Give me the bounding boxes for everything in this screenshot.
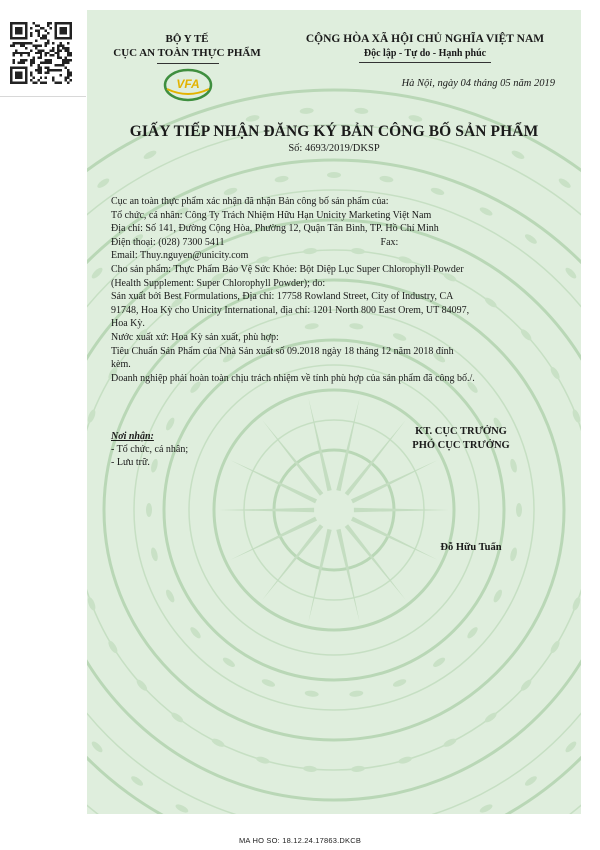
recipient-item: - Tổ chức, cá nhân;	[111, 444, 189, 455]
standard-line-2: kèm.	[111, 359, 131, 371]
phone-value: Điện thoại: (028) 7300 5411	[111, 236, 225, 248]
product-line-1: Cho sản phẩm: Thực Phẩm Bảo Vệ Sức Khỏe: Bột Diệp Lục Super Chlorophyll Powder	[111, 263, 464, 275]
vfa-logo	[163, 65, 213, 103]
motto-underline	[359, 62, 491, 63]
product-line-2: (Health Supplement: Super Chlorophyll Powder); do:	[111, 277, 326, 289]
left-margin-rule	[0, 96, 86, 97]
manufacturer-line-3: Hoa Kỳ.	[111, 318, 145, 330]
issuing-authority	[97, 32, 277, 60]
address-line: Địa chỉ: Số 141, Đường Cộng Hòa, Phường 12, Quận Tân Bình, TP. Hồ Chí Minh	[111, 223, 439, 235]
fax-label: Fax:	[380, 236, 399, 248]
authority-underline	[157, 63, 219, 64]
contact-line	[111, 236, 566, 250]
document-title: GIẤY TIẾP NHẬN ĐĂNG KÝ BẢN CÔNG BỐ SẢN PHẨM	[129, 123, 539, 140]
intro-line: Cục an toàn thực phẩm xác nhận đã nhận Bản công bố sản phẩm của:	[111, 196, 389, 207]
recipient-item: - Lưu trữ.	[111, 457, 150, 468]
origin-line: Nước xuất xứ: Hoa Kỳ sản xuất, phù hợp:	[111, 331, 279, 343]
department-name: CỤC AN TOÀN THỰC PHẨM	[113, 47, 261, 59]
file-code: MA HO SO: 18.12.24.17863.DKCB	[238, 836, 362, 845]
signer-position: PHÓ CỤC TRƯỞNG	[412, 439, 510, 451]
certificate-sheet	[87, 10, 581, 814]
national-motto: Độc lập - Tự do - Hạnh phúc	[363, 48, 487, 59]
manufacturer-line-2: 91748, Hoa Kỳ cho Unicity International, địa chỉ: 1201 North 800 East Orem, UT 84097,	[111, 304, 470, 316]
ministry-name: BỘ Y TẾ	[165, 33, 209, 45]
organization-line: Tổ chức, cá nhân: Công Ty Trách Nhiệm Hữu Hạn Unicity Marketing Việt Nam	[111, 209, 432, 221]
signer-authority: KT. CỤC TRƯỞNG	[415, 426, 507, 437]
certificate-body	[111, 195, 566, 385]
republic-title: CỘNG HÒA XÃ HỘI CHỦ NGHĨA VIỆT NAM	[305, 33, 545, 45]
signature-title	[371, 425, 551, 452]
qr-code	[10, 22, 72, 84]
issue-date: Hà Nội, ngày 04 tháng 05 năm 2019	[401, 78, 555, 89]
recipients-block	[111, 430, 311, 469]
recipients-heading: Nơi nhận:	[111, 431, 154, 442]
logo-text: VFA	[176, 77, 200, 91]
signer-name: Đỗ Hữu Tuấn	[440, 542, 502, 553]
email-line: Email: Thuy.nguyen@unicity.com	[111, 250, 249, 262]
manufacturer-line-1: Sản xuất bởi Best Formulations, Địa chỉ: 17758 Rowland Street, City of Industry, CA	[111, 291, 454, 303]
responsibility-line: Doanh nghiệp phải hoàn toàn chịu trách nhiệm về tính phù hợp của sản phẩm đã công bố./.	[111, 372, 475, 384]
document-number: Số: 4693/2019/DKSP	[288, 143, 380, 154]
standard-line-1: Tiêu Chuẩn Sản Phẩm của Nhà Sản xuất số 09.2018 ngày 18 tháng 12 năm 2018 đính	[111, 345, 454, 357]
